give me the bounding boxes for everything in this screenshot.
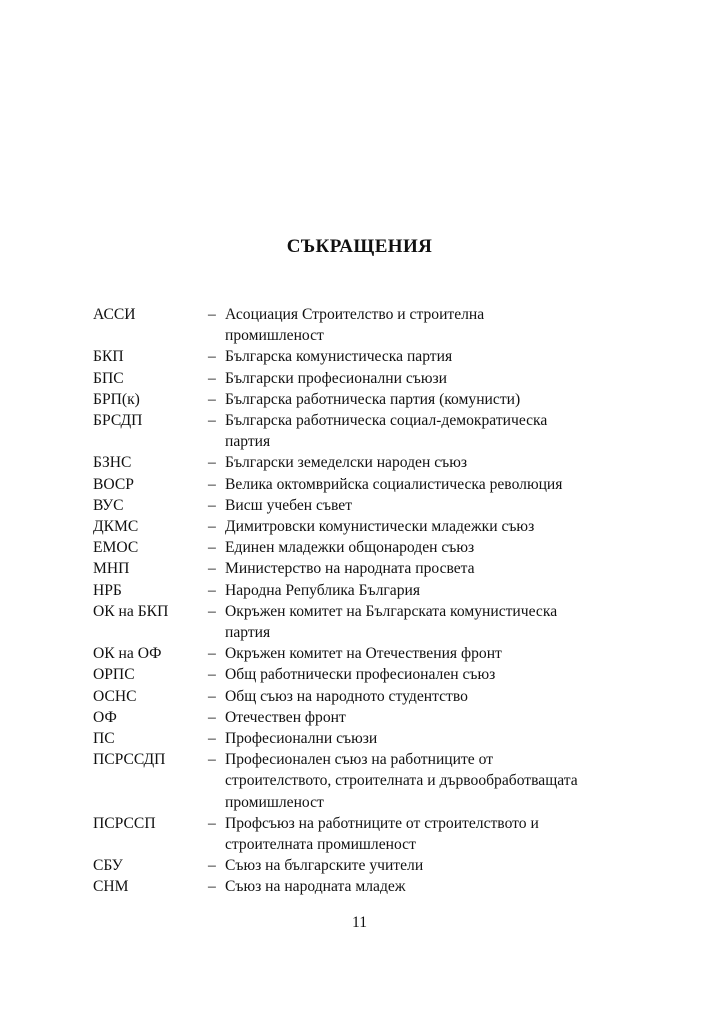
abbreviation-term: МНП: [93, 560, 130, 578]
abbreviation-row: [93, 537, 653, 558]
abbreviation-meaning: Българска работническа социал-демократическа партия: [225, 412, 548, 451]
dash-separator: –: [208, 306, 216, 323]
abbreviation-row: [93, 346, 653, 367]
abbreviation-term: СНМ: [93, 878, 129, 896]
abbreviation-meaning: Димитровски комунистически младежки съюз: [225, 518, 535, 536]
abbreviation-term: ВУС: [93, 496, 124, 514]
abbreviation-meaning: Народна Република България: [225, 581, 421, 599]
abbreviation-term: ОРПС: [93, 666, 135, 684]
abbreviation-row: [93, 749, 653, 813]
abbreviation-term: ДКМС: [93, 518, 139, 536]
dash-separator: –: [208, 412, 216, 430]
abbreviation-meaning: Профсъюз на работниците от строителството и строителната промишленост: [225, 814, 539, 854]
dash-separator: –: [208, 751, 216, 769]
abbreviation-row: [93, 410, 653, 452]
dash-separator: –: [208, 687, 216, 705]
abbreviation-row: [93, 664, 653, 685]
abbreviation-row: [93, 580, 653, 601]
abbreviation-row: [93, 558, 653, 579]
dash-separator: –: [208, 708, 216, 726]
dash-separator: –: [208, 348, 216, 366]
abbreviation-term: ОК на БКП: [93, 602, 169, 620]
abbreviation-row: [93, 707, 653, 728]
abbreviation-row: [93, 876, 653, 897]
abbreviation-row: [93, 813, 653, 855]
abbreviation-meaning: Общ работнически професионален съюз: [225, 666, 496, 684]
abbreviation-meaning: Професионални съюзи: [225, 730, 378, 748]
abbreviation-term: ЕМОС: [93, 539, 139, 557]
abbreviation-row: [93, 452, 653, 473]
abbreviation-row: [93, 686, 653, 707]
dash-separator: –: [208, 496, 216, 514]
dash-separator: –: [208, 878, 216, 896]
abbreviation-meaning: Единен младежки общонароден съюз: [225, 539, 475, 557]
dash-separator: –: [208, 730, 216, 748]
abbreviation-row: [93, 601, 653, 643]
abbreviation-term: ВОСР: [93, 475, 134, 493]
abbreviation-term: БРСДП: [93, 412, 143, 430]
abbreviation-meaning: Българска комунистическа партия: [225, 348, 453, 366]
abbreviation-list: [93, 304, 653, 898]
dash-separator: –: [208, 560, 216, 578]
abbreviation-meaning: Българска работническа партия (комунисти): [225, 390, 521, 408]
abbreviation-meaning: Окръжен комитет на Отечествения фронт: [225, 645, 502, 663]
abbreviation-meaning: Български професионални съюзи: [225, 369, 447, 387]
abbreviation-row: [93, 855, 653, 876]
abbreviation-term: ОСНС: [93, 687, 137, 705]
abbreviation-row: [93, 516, 653, 537]
dash-separator: –: [208, 539, 216, 557]
abbreviation-meaning: Висш учебен съвет: [225, 496, 353, 514]
abbreviation-meaning: Професионален съюз на работниците от строителството, строителната и дървообработващата промишленост: [225, 751, 578, 811]
dash-separator: –: [208, 645, 216, 663]
abbreviation-term: СБУ: [93, 857, 123, 875]
dash-separator: –: [208, 602, 216, 620]
page-title: СЪКРАЩЕНИЯ: [286, 236, 433, 257]
abbreviation-term: БЗНС: [93, 454, 132, 472]
abbreviation-term: НРБ: [93, 581, 122, 599]
abbreviation-term: БКП: [93, 348, 124, 366]
abbreviation-meaning: Велика октомврийска социалистическа революция: [225, 475, 563, 493]
abbreviation-row: [93, 495, 653, 516]
abbreviation-row: [93, 389, 653, 410]
abbreviation-meaning: Съюз на българските учители: [225, 857, 424, 875]
dash-separator: –: [208, 390, 216, 408]
abbreviation-term: ПС: [93, 730, 115, 748]
dash-separator: –: [208, 814, 216, 832]
dash-separator: –: [208, 581, 216, 599]
page-number: 11: [351, 914, 367, 931]
dash-separator: –: [208, 454, 216, 472]
abbreviation-meaning: Общ съюз на народното студентство: [225, 687, 468, 705]
dash-separator: –: [208, 518, 216, 536]
abbreviation-term: БПС: [93, 369, 124, 387]
abbreviation-term: ПСРССДП: [93, 751, 166, 769]
abbreviation-row: [93, 728, 653, 749]
abbreviation-row: [93, 368, 653, 389]
dash-separator: –: [208, 475, 216, 493]
abbreviation-row: [93, 304, 653, 346]
dash-separator: –: [208, 666, 216, 684]
abbreviation-term: БРП(к): [93, 390, 140, 408]
dash-separator: –: [208, 857, 216, 875]
abbreviation-term: АССИ: [93, 306, 136, 323]
abbreviation-meaning: Български земеделски народен съюз: [225, 454, 467, 472]
abbreviation-meaning: Окръжен комитет на Българската комунистическа партия: [225, 602, 558, 642]
abbreviation-term: ОФ: [93, 708, 117, 726]
abbreviation-row: [93, 643, 653, 664]
abbreviation-term: ОК на ОФ: [93, 645, 162, 663]
abbreviation-meaning: Отечествен фронт: [225, 708, 346, 726]
dash-separator: –: [208, 369, 216, 387]
abbreviation-row: [93, 474, 653, 495]
abbreviation-term: ПСРССП: [93, 814, 156, 832]
abbreviation-meaning: Министерство на народната просвета: [225, 560, 475, 578]
abbreviation-meaning: Асоциация Строителство и строителна промишленост: [225, 306, 485, 345]
abbreviation-meaning: Съюз на народната младеж: [225, 878, 406, 896]
